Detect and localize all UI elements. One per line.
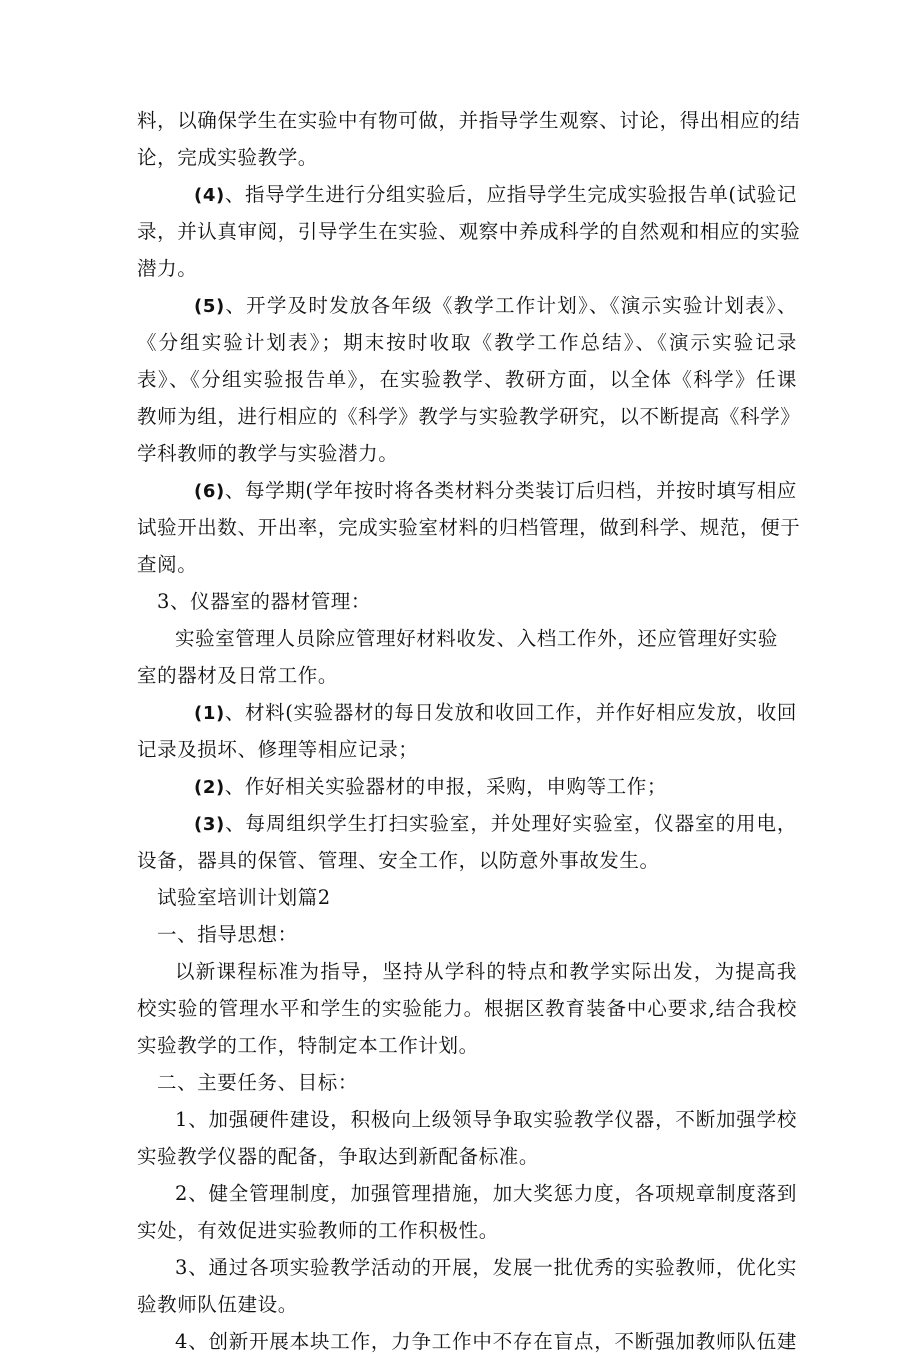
text-line bbox=[137, 139, 797, 176]
text-line bbox=[137, 176, 797, 213]
text-line bbox=[137, 1027, 797, 1064]
text-line bbox=[137, 620, 797, 657]
line-text: 录，并认真审阅，引导学生在实验、观察中养成科学的自然观和相应的实验 bbox=[137, 220, 801, 243]
line-text: 室的器材及日常工作。 bbox=[137, 664, 339, 687]
text-line bbox=[137, 1286, 797, 1323]
text-line bbox=[137, 472, 797, 509]
text-line bbox=[137, 768, 797, 805]
line-text: 1、加强硬件建设，积极向上级领导争取实验教学仪器，不断加强学校 bbox=[175, 1108, 797, 1131]
text-line bbox=[137, 694, 797, 731]
line-text: 试验开出数、开出率，完成实验室材料的归档管理，做到科学、规范，便于 bbox=[137, 516, 801, 539]
text-line bbox=[137, 1212, 797, 1249]
line-text: 实处，有效促进实验教师的工作积极性。 bbox=[137, 1219, 499, 1242]
line-text: 4、创新开展本块工作，力争工作中不存在盲点，不断强加教师队伍建 bbox=[175, 1330, 797, 1353]
text-line bbox=[137, 657, 797, 694]
item-number: (5) bbox=[194, 296, 225, 317]
line-text: 、作好相关实验器材的申报，采购，申购等工作； bbox=[224, 775, 667, 798]
text-line bbox=[137, 102, 801, 139]
text-line bbox=[137, 287, 797, 324]
line-text: 、指导学生进行分组实验后，应指导学生完成实验报告单(试验记 bbox=[224, 183, 797, 206]
text-line bbox=[137, 250, 797, 287]
text-line bbox=[137, 213, 801, 250]
document-body bbox=[137, 102, 801, 1360]
line-text: 校实验的管理水平和学生的实验能力。根据区教育装备中心要求,结合我校 bbox=[137, 997, 797, 1020]
text-line bbox=[137, 953, 797, 990]
text-line bbox=[137, 916, 797, 953]
line-text: 实验室管理人员除应管理好材料收发、入档工作外，还应管理好实验 bbox=[175, 627, 779, 650]
line-text: 、每学期(学年按时将各类材料分类装订后归档，并按时填写相应 bbox=[224, 479, 797, 502]
line-text: 论，完成实验教学。 bbox=[137, 146, 318, 169]
text-line bbox=[137, 1175, 797, 1212]
line-text: 表》、《分组实验报告单》，在实验教学、教研方面，以全体《科学》任课 bbox=[137, 368, 797, 391]
line-text: 验教师队伍建设。 bbox=[137, 1293, 298, 1316]
line-text: 教师为组，进行相应的《科学》教学与实验教学研究，以不断提高《科学》 bbox=[137, 405, 801, 428]
text-line bbox=[137, 805, 797, 842]
item-number: (1) bbox=[194, 703, 225, 724]
text-line bbox=[137, 1323, 797, 1360]
text-line bbox=[137, 398, 801, 435]
text-line bbox=[137, 546, 797, 583]
text-line bbox=[137, 361, 797, 398]
text-line bbox=[137, 1064, 797, 1101]
text-line bbox=[137, 509, 801, 546]
item-number: (6) bbox=[194, 481, 225, 502]
line-text: 3、通过各项实验教学活动的开展，发展一批优秀的实验教师，优化实 bbox=[175, 1256, 797, 1279]
text-line bbox=[137, 435, 797, 472]
line-text: 查阅。 bbox=[137, 553, 198, 576]
item-number: (3) bbox=[194, 814, 225, 835]
line-text: 二、主要任务、目标： bbox=[157, 1071, 359, 1094]
line-text: 学科教师的教学与实验潜力。 bbox=[137, 442, 399, 465]
line-text: 实验教学的工作，特制定本工作计划。 bbox=[137, 1034, 479, 1057]
text-line bbox=[137, 990, 797, 1027]
line-text: 试验室培训计划篇2 bbox=[157, 886, 331, 909]
line-text: 记录及损坏、修理等相应记录； bbox=[137, 738, 419, 761]
line-text: 料，以确保学生在实验中有物可做，并指导学生观察、讨论，得出相应的结 bbox=[137, 109, 801, 132]
text-line bbox=[137, 731, 797, 768]
line-text: 以新课程标准为指导，坚持从学科的特点和教学实际出发，为提高我 bbox=[175, 960, 797, 983]
item-number: (4) bbox=[194, 185, 225, 206]
text-line bbox=[137, 879, 797, 916]
line-text: 《分组实验计划表》；期末按时收取《教学工作总结》、《演示实验记录 bbox=[137, 331, 797, 354]
line-text: 设备，器具的保管、管理、安全工作，以防意外事故发生。 bbox=[137, 849, 660, 872]
line-text: 、材料(实验器材的每日发放和收回工作，并作好相应发放，收回 bbox=[224, 701, 797, 724]
item-number: (2) bbox=[194, 777, 225, 798]
line-text: 3、仪器室的器材管理： bbox=[157, 590, 372, 613]
line-text: 、开学及时发放各年级《教学工作计划》、《演示实验计划表》、 bbox=[224, 294, 797, 317]
line-text: 、每周组织学生打扫实验室，并处理好实验室，仪器室的用电， bbox=[224, 812, 797, 835]
text-line bbox=[137, 1249, 797, 1286]
line-text: 潜力。 bbox=[137, 257, 198, 280]
text-line bbox=[137, 842, 797, 879]
text-line bbox=[137, 1138, 797, 1175]
text-line bbox=[137, 324, 797, 361]
text-line bbox=[137, 1101, 797, 1138]
line-text: 一、指导思想： bbox=[157, 923, 298, 946]
line-text: 实验教学仪器的配备，争取达到新配备标准。 bbox=[137, 1145, 540, 1168]
text-line bbox=[137, 583, 797, 620]
line-text: 2、健全管理制度，加强管理措施，加大奖惩力度，各项规章制度落到 bbox=[175, 1182, 797, 1205]
